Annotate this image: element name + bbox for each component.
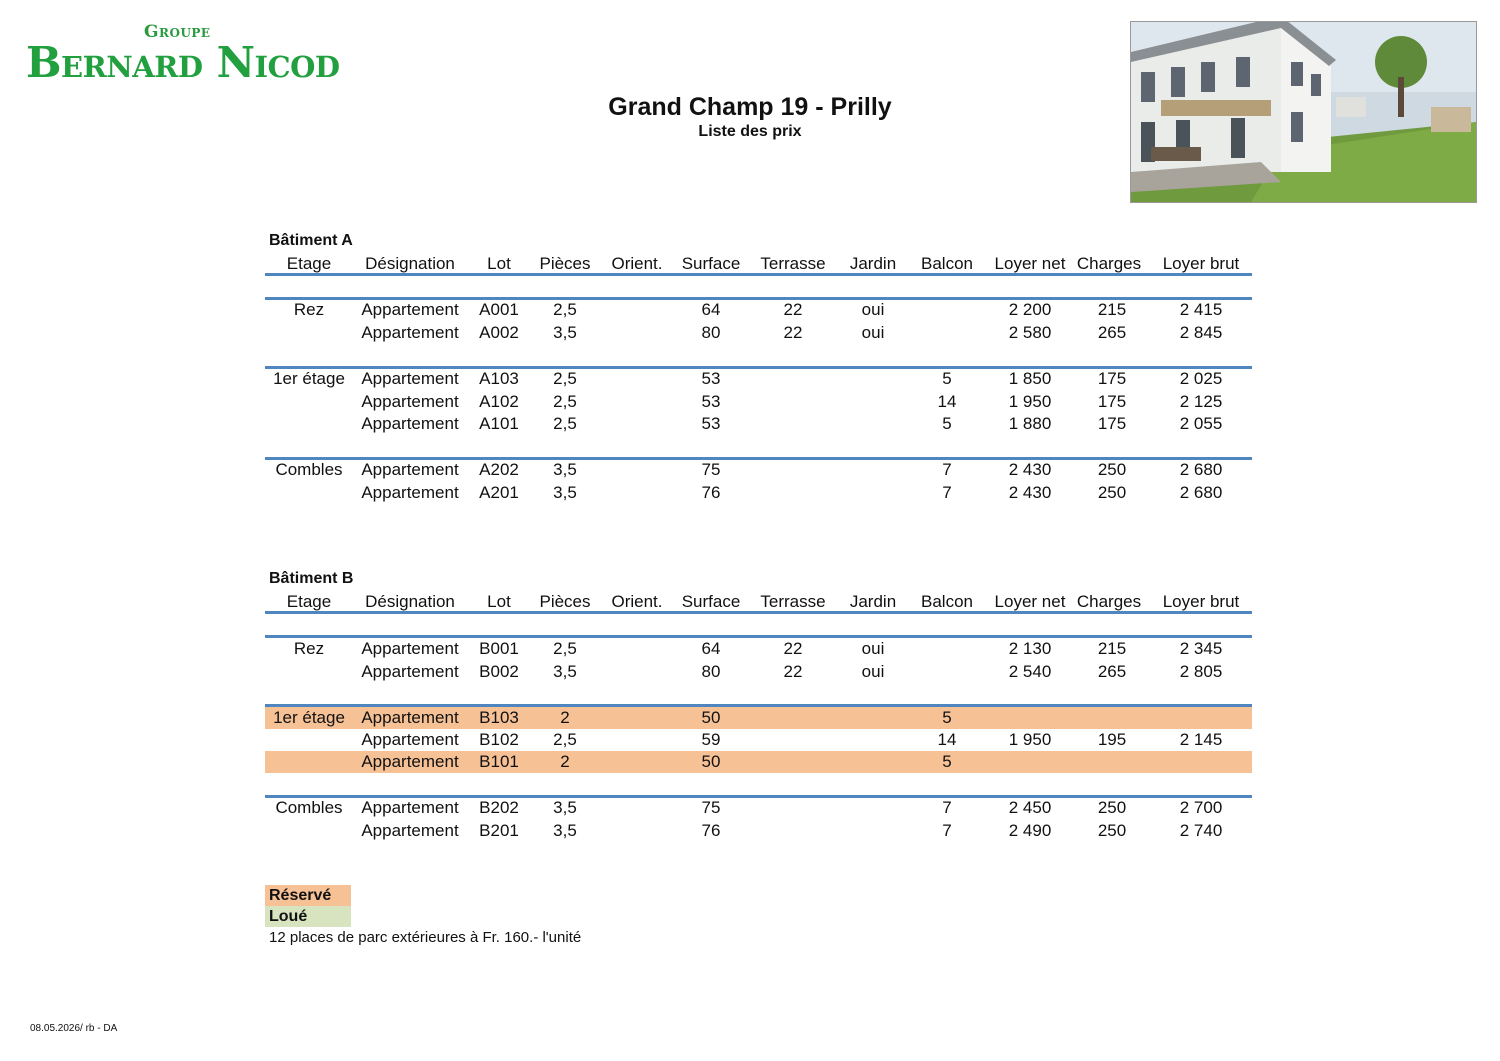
cell-surface: 53 [701, 369, 721, 388]
cell-surface: 53 [701, 392, 721, 411]
table-row [265, 322, 1252, 344]
cell-pieces: 2,5 [553, 369, 577, 388]
cell-balcon: 7 [942, 821, 952, 840]
table-row [265, 413, 1252, 435]
cell-charges: 265 [1097, 323, 1127, 342]
table-row [265, 482, 1252, 504]
cell-pieces: 2 [560, 752, 570, 771]
cell-pieces: 3,5 [553, 460, 577, 479]
cell-designation: Appartement [361, 460, 459, 479]
cell-pieces: 2,5 [553, 730, 577, 749]
cell-loyer-brut: 2 700 [1179, 798, 1223, 817]
table-row [265, 729, 1252, 751]
cell-loyer-brut: 2 740 [1179, 821, 1223, 840]
col-surface: Surface [681, 254, 741, 273]
cell-balcon: 7 [942, 483, 952, 502]
cell-pieces: 3,5 [553, 821, 577, 840]
col-lot: Lot [487, 592, 511, 611]
cell-charges: 250 [1097, 798, 1127, 817]
building-a-header-row [265, 253, 1252, 275]
cell-surface: 75 [701, 460, 721, 479]
table-row [265, 797, 1252, 819]
cell-surface: 53 [701, 414, 721, 433]
col-terrasse: Terrasse [760, 592, 826, 611]
table-row [265, 391, 1252, 413]
cell-designation: Appartement [361, 483, 459, 502]
cell-designation: Appartement [361, 323, 459, 342]
legend-rented: Loué [265, 906, 351, 927]
cell-jardin: oui [861, 323, 885, 342]
cell-charges: 215 [1097, 639, 1127, 658]
cell-loyer-net: 2 540 [1008, 662, 1052, 681]
legend-reserved: Réservé [265, 885, 351, 906]
col-loyer-net: Loyer net [994, 592, 1066, 611]
col-terrasse: Terrasse [760, 254, 826, 273]
cell-pieces: 2 [560, 708, 570, 727]
cell-terrasse: 22 [783, 323, 803, 342]
col-jardin: Jardin [849, 592, 897, 611]
cell-loyer-brut: 2 055 [1179, 414, 1223, 433]
cell-terrasse: 22 [783, 662, 803, 681]
cell-lot: A001 [479, 300, 519, 319]
col-balcon: Balcon [921, 254, 973, 273]
cell-surface: 64 [701, 639, 721, 658]
cell-jardin: oui [861, 300, 885, 319]
building-b-header-row [265, 591, 1252, 613]
cell-loyer-net: 1 950 [1008, 730, 1052, 749]
cell-balcon: 5 [942, 414, 952, 433]
cell-lot: A103 [479, 369, 519, 388]
cell-balcon: 7 [942, 798, 952, 817]
cell-balcon: 7 [942, 460, 952, 479]
cell-loyer-brut: 2 415 [1179, 300, 1223, 319]
cell-designation: Appartement [361, 639, 459, 658]
cell-terrasse: 22 [783, 639, 803, 658]
col-charges: Charges [1076, 592, 1142, 611]
cell-etage: Rez [293, 300, 325, 319]
table-row [265, 707, 1252, 729]
building-b-title: Bâtiment B [269, 570, 354, 587]
cell-pieces: 2,5 [553, 392, 577, 411]
cell-loyer-net: 2 580 [1008, 323, 1052, 342]
cell-etage: 1er étage [273, 708, 345, 727]
cell-charges: 265 [1097, 662, 1127, 681]
cell-loyer-brut: 2 680 [1179, 483, 1223, 502]
cell-loyer-net: 2 430 [1008, 483, 1052, 502]
cell-surface: 80 [701, 323, 721, 342]
cell-lot: B101 [479, 752, 519, 771]
cell-surface: 75 [701, 798, 721, 817]
cell-lot: B201 [479, 821, 519, 840]
building-a-title: Bâtiment A [269, 232, 353, 249]
cell-loyer-brut: 2 680 [1179, 460, 1223, 479]
col-charges: Charges [1076, 254, 1142, 273]
header-rule [265, 273, 1252, 276]
cell-designation: Appartement [361, 414, 459, 433]
cell-lot: B202 [479, 798, 519, 817]
cell-charges: 175 [1097, 414, 1127, 433]
table-row [265, 459, 1252, 481]
logo-group-text: Groupe [144, 22, 211, 42]
building-rendering-image [1130, 21, 1477, 203]
cell-lot: A002 [479, 323, 519, 342]
parking-note: 12 places de parc extérieures à Fr. 160.- l'unité [269, 929, 582, 946]
cell-lot: A102 [479, 392, 519, 411]
table-row [265, 751, 1252, 773]
cell-charges: 175 [1097, 369, 1127, 388]
cell-loyer-net: 2 450 [1008, 798, 1052, 817]
cell-loyer-brut: 2 845 [1179, 323, 1223, 342]
col-lot: Lot [487, 254, 511, 273]
footer-date: 08.05.2026/ rb - DA [30, 1023, 118, 1034]
cell-pieces: 3,5 [553, 483, 577, 502]
col-pieces: Pièces [539, 254, 591, 273]
cell-balcon: 14 [937, 392, 957, 411]
col-surface: Surface [681, 592, 741, 611]
cell-pieces: 3,5 [553, 323, 577, 342]
cell-charges: 250 [1097, 483, 1127, 502]
cell-etage: Rez [293, 639, 325, 658]
cell-pieces: 2,5 [553, 639, 577, 658]
cell-surface: 59 [701, 730, 721, 749]
cell-loyer-net: 2 490 [1008, 821, 1052, 840]
cell-charges: 195 [1097, 730, 1127, 749]
cell-designation: Appartement [361, 392, 459, 411]
col-designation: Désignation [365, 254, 455, 273]
cell-etage: Combles [275, 460, 343, 479]
table-row [265, 661, 1252, 683]
cell-lot: A202 [479, 460, 519, 479]
cell-designation: Appartement [361, 708, 459, 727]
cell-designation: Appartement [361, 730, 459, 749]
col-loyer-net: Loyer net [994, 254, 1066, 273]
cell-etage: 1er étage [273, 369, 345, 388]
page-subtitle: Liste des prix [698, 123, 802, 140]
cell-designation: Appartement [361, 752, 459, 771]
cell-surface: 64 [701, 300, 721, 319]
table-row [265, 368, 1252, 390]
cell-pieces: 3,5 [553, 662, 577, 681]
cell-designation: Appartement [361, 798, 459, 817]
table-row [265, 638, 1252, 660]
cell-lot: B002 [479, 662, 519, 681]
cell-loyer-net: 1 950 [1008, 392, 1052, 411]
cell-balcon: 5 [942, 708, 952, 727]
cell-designation: Appartement [361, 300, 459, 319]
cell-loyer-brut: 2 145 [1179, 730, 1223, 749]
col-loyer-brut: Loyer brut [1162, 254, 1240, 273]
cell-lot: B001 [479, 639, 519, 658]
cell-loyer-brut: 2 025 [1179, 369, 1223, 388]
table-row [265, 820, 1252, 842]
cell-surface: 50 [701, 708, 721, 727]
table-row [265, 299, 1252, 321]
cell-charges: 250 [1097, 821, 1127, 840]
cell-etage: Combles [275, 798, 343, 817]
cell-lot: A101 [479, 414, 519, 433]
header-rule [265, 611, 1252, 614]
cell-surface: 76 [701, 821, 721, 840]
cell-loyer-brut: 2 345 [1179, 639, 1223, 658]
cell-loyer-net: 2 430 [1008, 460, 1052, 479]
col-designation: Désignation [365, 592, 455, 611]
cell-surface: 76 [701, 483, 721, 502]
cell-loyer-net: 2 130 [1008, 639, 1052, 658]
cell-designation: Appartement [361, 662, 459, 681]
col-etage: Etage [286, 254, 332, 273]
cell-lot: A201 [479, 483, 519, 502]
col-balcon: Balcon [921, 592, 973, 611]
cell-charges: 215 [1097, 300, 1127, 319]
cell-surface: 80 [701, 662, 721, 681]
cell-designation: Appartement [361, 821, 459, 840]
cell-charges: 250 [1097, 460, 1127, 479]
cell-balcon: 14 [937, 730, 957, 749]
logo-brand-text: Bernard Nicod [26, 38, 340, 87]
cell-pieces: 2,5 [553, 414, 577, 433]
cell-loyer-brut: 2 125 [1179, 392, 1223, 411]
col-orient: Orient. [611, 592, 663, 611]
cell-loyer-net: 1 850 [1008, 369, 1052, 388]
col-loyer-brut: Loyer brut [1162, 592, 1240, 611]
page-title: Grand Champ 19 - Prilly [608, 93, 892, 121]
cell-lot: B103 [479, 708, 519, 727]
cell-designation: Appartement [361, 369, 459, 388]
cell-terrasse: 22 [783, 300, 803, 319]
cell-charges: 175 [1097, 392, 1127, 411]
cell-loyer-net: 2 200 [1008, 300, 1052, 319]
col-etage: Etage [286, 592, 332, 611]
cell-jardin: oui [861, 639, 885, 658]
cell-balcon: 5 [942, 752, 952, 771]
cell-pieces: 2,5 [553, 300, 577, 319]
cell-surface: 50 [701, 752, 721, 771]
cell-loyer-net: 1 880 [1008, 414, 1052, 433]
col-jardin: Jardin [849, 254, 897, 273]
col-pieces: Pièces [539, 592, 591, 611]
cell-pieces: 3,5 [553, 798, 577, 817]
cell-balcon: 5 [942, 369, 952, 388]
cell-lot: B102 [479, 730, 519, 749]
cell-jardin: oui [861, 662, 885, 681]
cell-loyer-brut: 2 805 [1179, 662, 1223, 681]
col-orient: Orient. [611, 254, 663, 273]
